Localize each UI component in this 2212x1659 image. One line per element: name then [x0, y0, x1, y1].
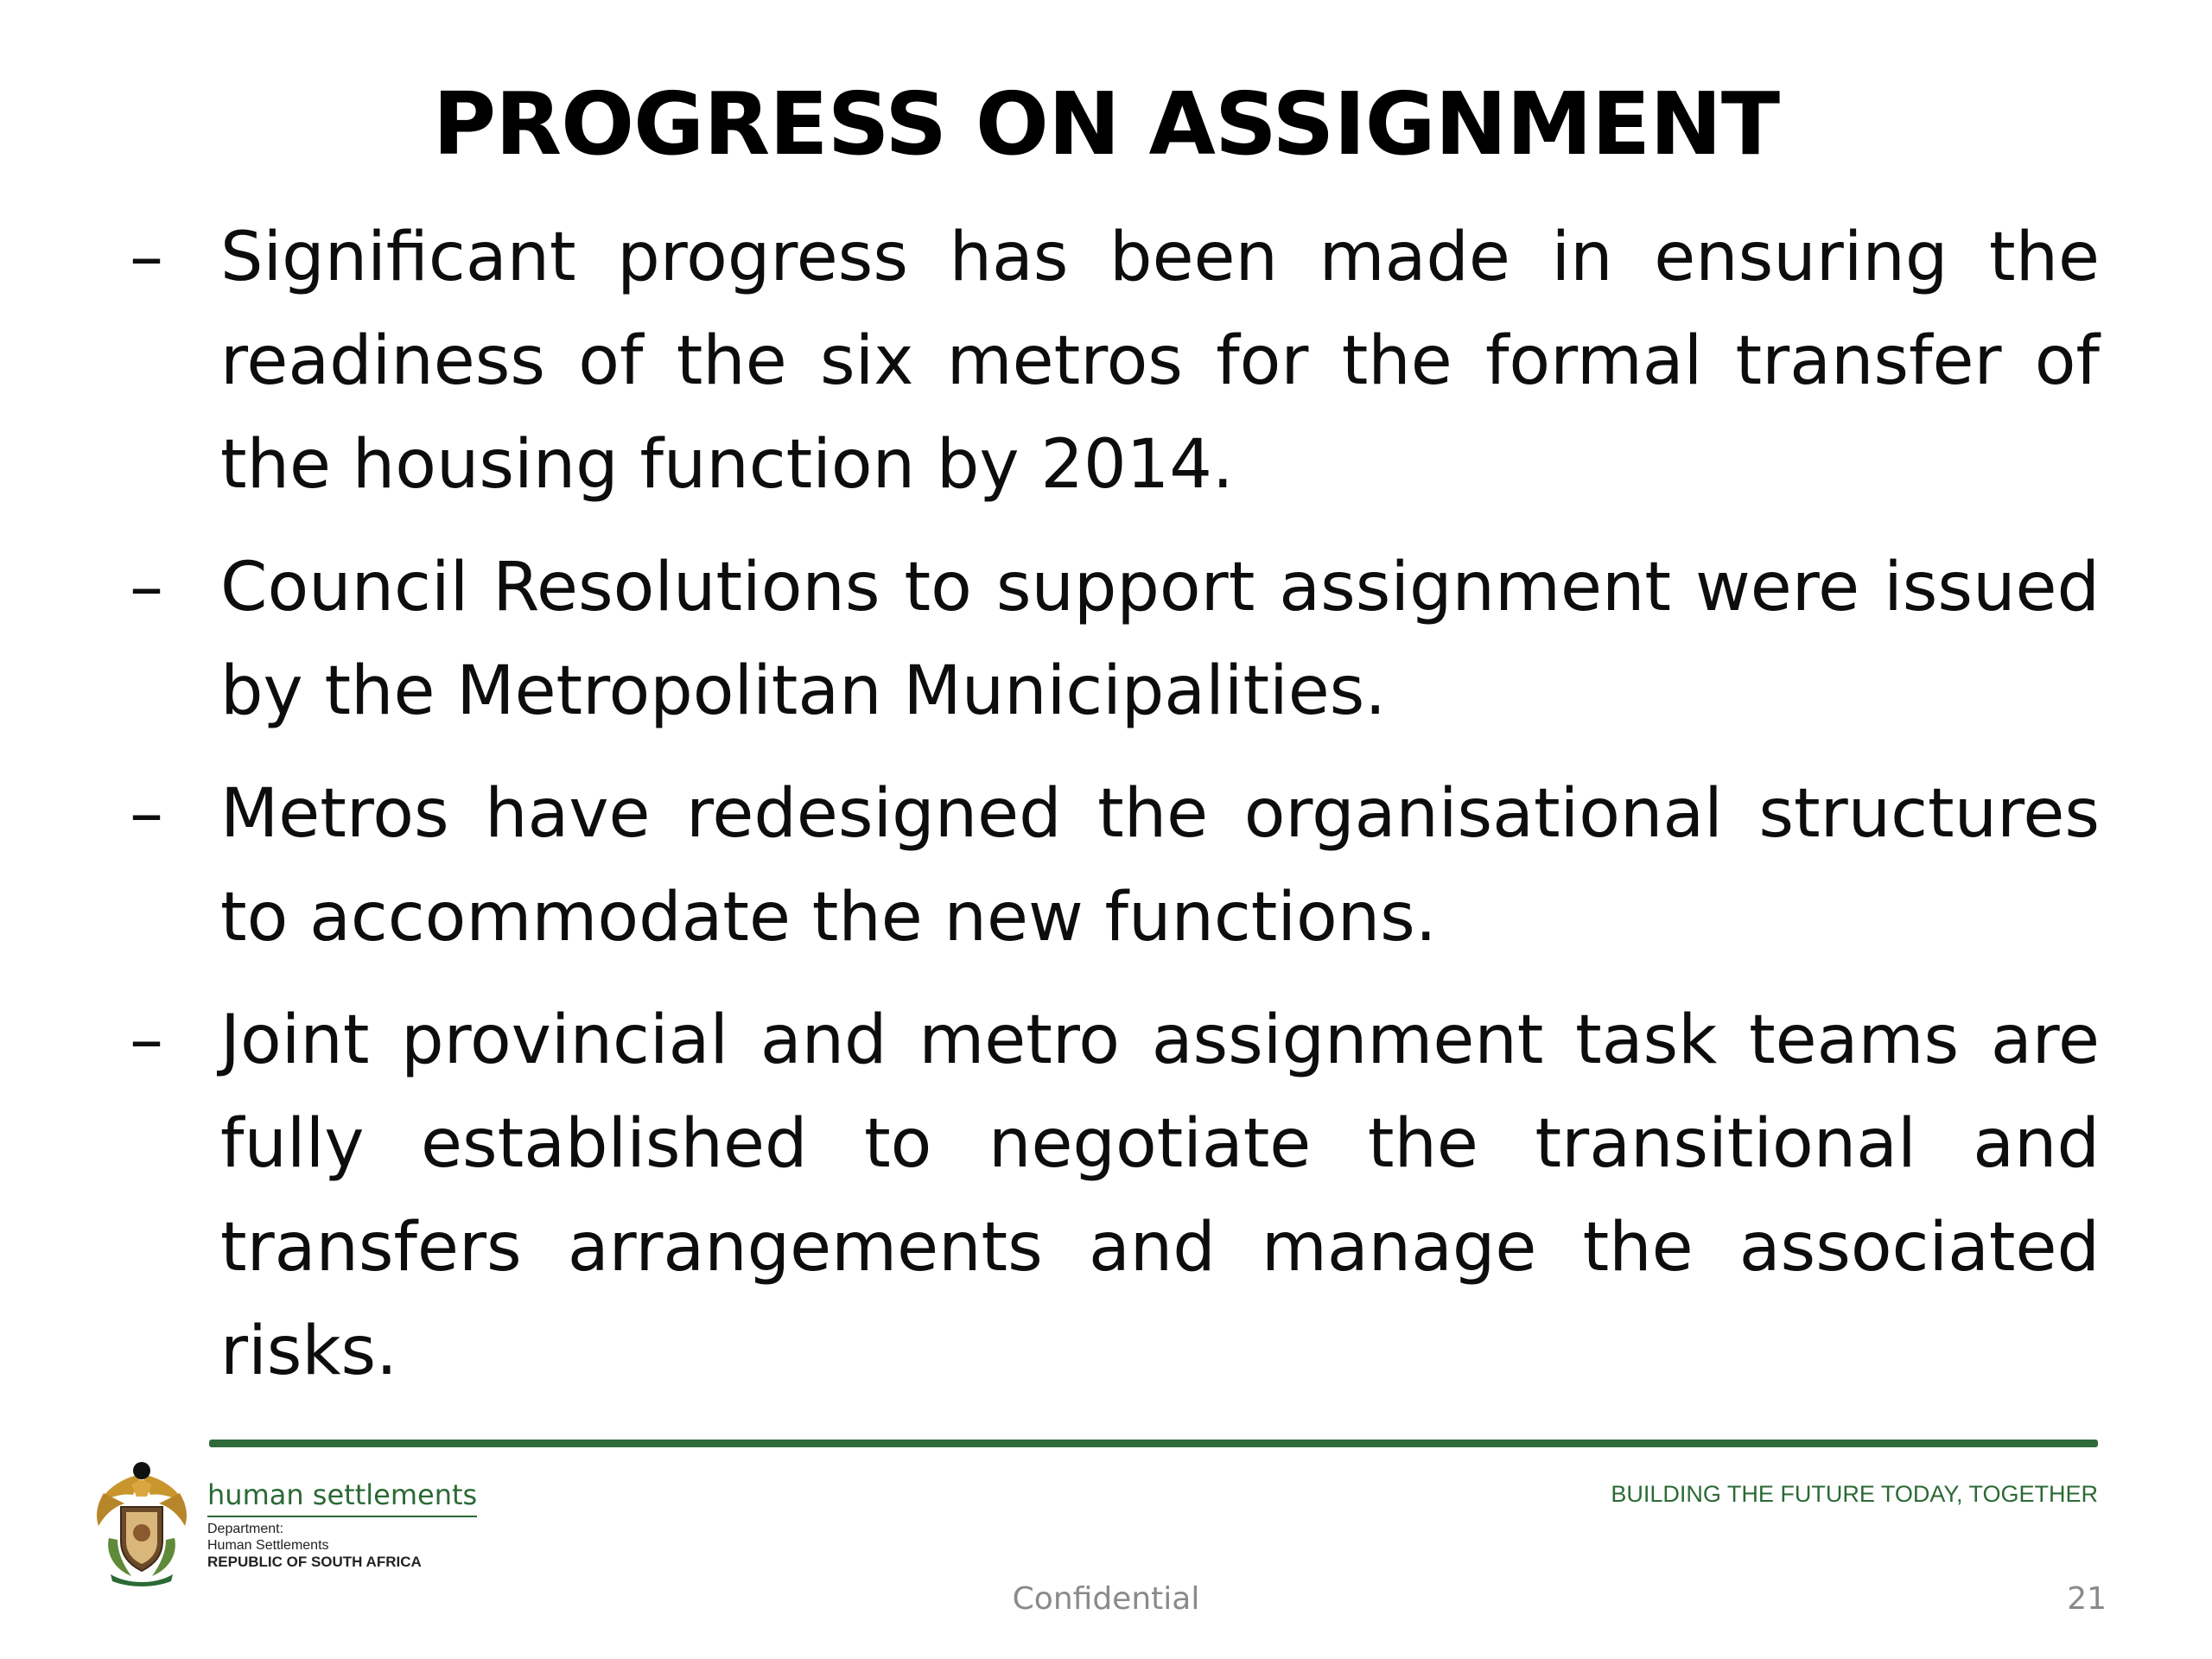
logo-name: human settlements: [207, 1478, 477, 1517]
department-logo: [207, 1478, 553, 1571]
coat-of-arms-icon: [88, 1459, 195, 1588]
bullet-dash: –: [130, 219, 163, 296]
bullet-item: [130, 206, 2100, 517]
bullet-dash: –: [130, 549, 163, 626]
bullet-dash: –: [130, 1001, 163, 1079]
bullet-text: Significant progress has been made in ensuring the readiness of the six metros for the formal transfer of the housing function by 2014.: [220, 219, 2100, 504]
logo-department-name: Human Settlements: [207, 1538, 329, 1553]
slide-title: PROGRESS ON ASSIGNMENT: [432, 73, 1780, 175]
logo-department-label: Department:: [207, 1522, 284, 1536]
bullet-list: [130, 206, 2100, 1422]
bullet-text: Joint provincial and metro assignment task teams are fully established to negotiate the transitional and transfers arrangements and manage the associated risks.: [220, 1001, 2100, 1390]
tagline: BUILDING THE FUTURE TODAY, TOGETHER: [1611, 1481, 2098, 1507]
bullet-item: [130, 762, 2100, 969]
logo-country: REPUBLIC OF SOUTH AFRICA: [207, 1554, 422, 1570]
bullet-dash: –: [130, 775, 163, 853]
bullet-text: Council Resolutions to support assignment were issued by the Metropolitan Municipalities.: [220, 549, 2100, 730]
footer-divider: [209, 1440, 2098, 1447]
bullet-text: Metros have redesigned the organisational structures to accommodate the new functions.: [220, 775, 2100, 957]
slide-number: 21: [2067, 1581, 2107, 1617]
bullet-item: [130, 536, 2100, 743]
bullet-item: [130, 988, 2100, 1403]
confidential-label: Confidential: [1012, 1581, 1200, 1617]
